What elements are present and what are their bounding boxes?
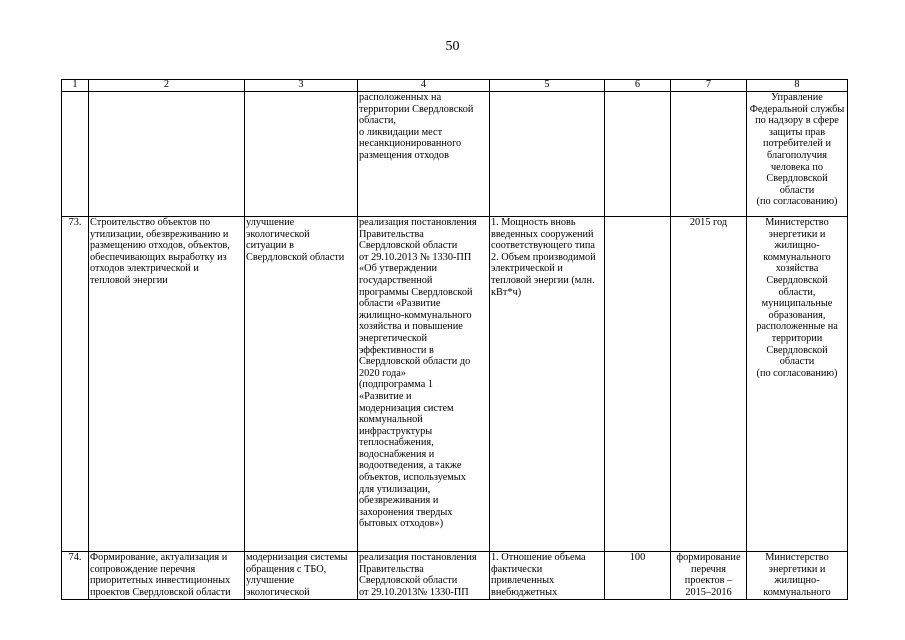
measure-name-cell: Формирование, актуализация и сопровождение перечня приоритетных инвестиционных проектов Свердловской области (89, 552, 245, 600)
column-number: 4 (358, 80, 490, 92)
page-number: 50 (445, 39, 460, 54)
executor-cell: Министерство энергетики и жилищно- коммунального хозяйства Свердловской области, муниципальные образования, расположенные на территории Свердловской области (по согласованию) (747, 217, 848, 552)
term-cell: 2015 год (671, 217, 747, 552)
goal-cell: модернизация системы обращения с ТБО, улучшение экологической (245, 552, 358, 600)
column-number: 8 (747, 80, 848, 92)
table-row (62, 92, 848, 217)
column-number: 3 (245, 80, 358, 92)
goal-cell: улучшение экологической ситуации в Свердловской области (245, 217, 358, 552)
term-cell: формирование перечня проектов – 2015–2016 (671, 552, 747, 600)
term-cell (671, 92, 747, 217)
executor-cell: Министерство энергетики и жилищно- коммунального (747, 552, 848, 600)
basis-cell: реализация постановления Правительства Свердловской области от 29.10.2013 № 1330-ПП «Об утверждении государственной программы Свердловской области «Развитие жилищно-коммунального хозяйства и повышение энергетической эффективности в Свердловской области до 2020 года» (подпрограмма 1 «Развитие и модернизация систем коммунальной инфраструктуры теплоснабжения, водоснабжения и водоотведения, а также объектов, используемых для утилизации, обезвреживания и захоронения твердых бытовых отходов») (358, 217, 490, 552)
table-row (62, 217, 848, 552)
table-row (62, 552, 848, 600)
measure-name-cell: Строительство объектов по утилизации, обезвреживанию и размещению отходов, объектов, обеспечивающих выработку из отходов электрической и тепловой энергии (89, 217, 245, 552)
indicator-cell: 1. Отношение объема фактически привлеченных внебюджетных (490, 552, 605, 600)
row-number-cell (62, 92, 89, 217)
value-cell: 100 (605, 552, 671, 600)
executor-cell: Управление Федеральной службы по надзору в сфере защиты прав потребителей и благополучия человека по Свердловской области (по согласованию) (747, 92, 848, 217)
row-number-cell: 73. (62, 217, 89, 552)
column-number-row (62, 80, 848, 92)
basis-cell: расположенных на территории Свердловской области, о ликвидации мест несанкционированного размещения отходов (358, 92, 490, 217)
column-number: 1 (62, 80, 89, 92)
column-number: 7 (671, 80, 747, 92)
column-number: 5 (490, 80, 605, 92)
row-number-cell: 74. (62, 552, 89, 600)
page-bottom-margin (0, 604, 905, 640)
indicator-cell (490, 92, 605, 217)
basis-cell: реализация постановления Правительства Свердловской области от 29.10.2013№ 1330-ПП (358, 552, 490, 600)
goal-cell (245, 92, 358, 217)
measure-name-cell (89, 92, 245, 217)
measures-table (61, 79, 848, 600)
indicator-cell: 1. Мощность вновь введенных сооружений соответствующего типа 2. Объем производимой электрической и тепловой энергии (млн. кВт*ч) (490, 217, 605, 552)
value-cell (605, 217, 671, 552)
column-number: 2 (89, 80, 245, 92)
column-number: 6 (605, 80, 671, 92)
value-cell (605, 92, 671, 217)
